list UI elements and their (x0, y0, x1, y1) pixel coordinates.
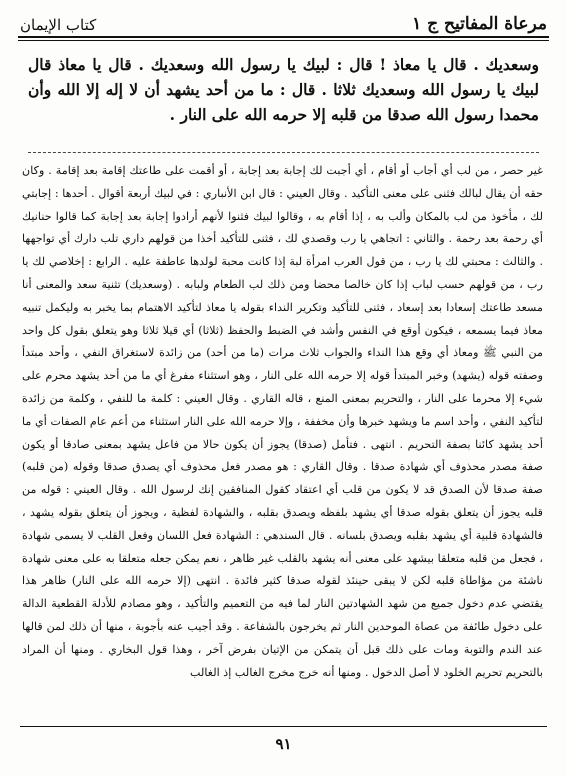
book-title: كتاب الإيمان (20, 16, 97, 34)
page-header (20, 6, 547, 34)
commentary (22, 160, 543, 720)
running-title: مرعاة المفاتيح ج ١ (412, 14, 547, 34)
page-number: ٩١ (275, 735, 292, 753)
text-divider (28, 152, 539, 153)
commentary-paragraph: غير حصر ، من لب أي أجاب أو أقام ، أي أجبت لك إجابة بعد إجابة ، أو أقمت على طاعتك إقامة بعد إقامة . وكان حقه أن يقال لبالك فثنى على معنى التأكيد . وقال العيني : قال ابن الأنباري : في لبيك أربعة أقوال . أحدها : إجابتي لك ، مأخوذ من لب بالمكان وألب به ، إذا أقام به ، وقالوا لبيك فثنوا لأنهم أرادوا إجابة بعد إجابة كما قالوا حنانيك أي رحمة بعد رحمة . والثاني : اتجاهي يا رب وقصدي لك ، فثنى للتأكيد أخذا من قولهم داري تلب دارك أي تواجهها . والثالث : محبتي لك يا رب ، من قول العرب امرأة لبة إذا كانت محبة لولدها عاطفة عليه . الرابع : إخلاصي لك يا رب ، من قولهم حسب لباب إذا كان خالصا محضا ومن ذلك لب الطعام ولبابه . (وسعديك) تثنية سعد والمعنى أنا مسعد طاعتك إسعادا بعد إسعاد ، فثنى للتأكيد وتكرير النداء بقوله يا معاذ لتأكيد الاهتمام بما يخبر به وليكمل تنبيه معاذ فيما يسمعه ، فيكون أوقع في النفس وأشد في الضبط والحفظ (ثلاثا) أي قيلا ثلاثا وهو يتعلق بقول كل واحد من النبي ﷺ ومعاذ أي وقع هذا النداء والجواب ثلاث مرات (ما من أحد) من زائدة لاستغراق النفي ، وأحد مبتدأ وصفته قوله (يشهد) وخبر المبتدأ قوله إلا حرمه الله على النار ، وهو استثناء مفرغ أي ما من أحد يشهد محرم على شيء إلا محرما على النار ، والتحريم بمعنى المنع ، قاله القاري . وقال العيني : كلمة ما للنفي ، وكلمة من زائدة لتأكيد النفي ، وأحد اسم ما ويشهد خبرها وأن مخففة ، وإلا حرمه الله على النار استثناء من أعم عام الصفات أي ما أحد يشهد كائنا بصفة التحريم . انتهى . فتأمل (صدقا) يجوز أن يكون حالا من فاعل يشهد بمعنى صادقا أو يكون صفة مصدر محذوف أي شهادة صدقا . وقال القاري : هو مصدر فعل محذوف أي يصدق صدقا وقوله (من قلبه) صفة صدقا لأن الصدق قد لا يكون من قلب أي اعتقاد كقول المنافقين إنك لرسول الله . وقال العيني : قوله من قلبه يجوز أن يتعلق بقوله صدقا أي يشهد بلفظه ويصدق بقلبه ، والشهادة لفظية ، ويجوز أن يتعلق بقوله يشهد ، فالشهادة قلبية أي يشهد بقلبه ويصدق بلسانه . قال السندهي : الشهادة فعل اللسان وفعل القلب لا يسمى شهادة ، فجعل من قلبه متعلقا بيشهد على معنى أنه يشهد بالقلب غير ظاهر ، نعم يمكن جعله متعلقا به على معنى شهادة ناشئة من مؤاطاة قلبه لكن لا يبقى حينئذ لقوله صدقا كثير فائدة . انتهى (إلا حرمه الله على النار) ظاهر هذا يقتضي عدم دخول جميع من شهد الشهادتين النار لما فيه من التعميم والتأكيد ، وهو مصادم للأدلة القطعية الدالة على دخول طائفة من عصاة الموحدين النار ثم يخرجون بالشفاعة . وقد أجيب عنه بأجوبة ، منها أن ذلك لمن قالها عند الندم والتوبة ومات على ذلك قبل أن يتمكن من الإتيان بفرض آخر ، وهذا قول البخاري . ومنها أن المراد بالتحريم تحريم الخلود لا أصل الدخول . ومنها أنه خرج مخرج الغالب إذ الغالب (22, 164, 543, 679)
header-rule (18, 36, 549, 38)
hadith-text (28, 52, 539, 127)
header-rule-thin (18, 40, 549, 41)
hadith-paragraph: وسعديك . قال يا معاذ ! قال : لبيك يا رسول الله وسعديك . قال يا معاذ قال لبيك يا رسول الله وسعديك ثلاثا . قال : ما من أحد يشهد أن لا إله إلا الله وأن محمدا رسول الله صدقا من قلبه إلا حرمه الله على النار . (28, 55, 539, 124)
footer-rule (20, 726, 547, 727)
